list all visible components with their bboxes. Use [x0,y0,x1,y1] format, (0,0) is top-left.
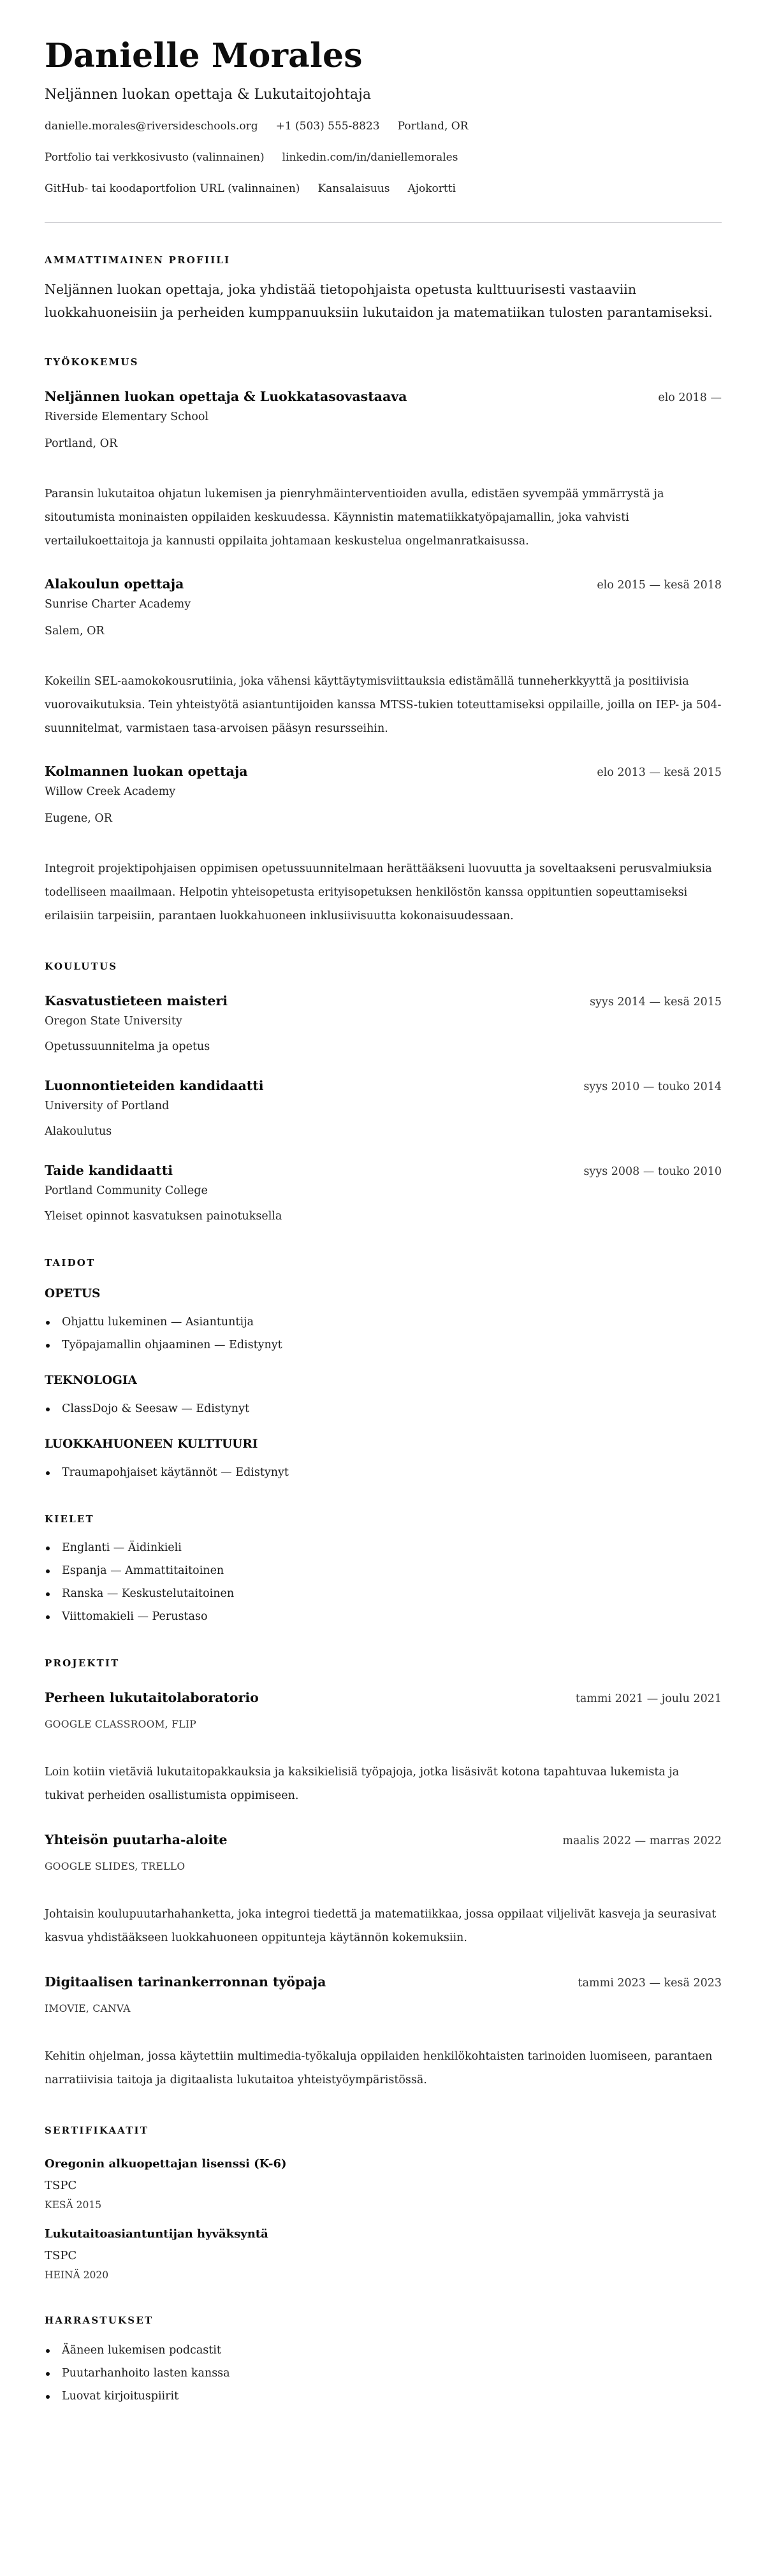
school: Oregon State University [45,1015,182,1028]
bullet-icon [46,1471,50,1475]
school: Portland Community College [45,1184,208,1197]
portfolio-link[interactable]: Portfolio tai verkkosivusto (valinnainen) [45,151,265,164]
certifications-section [45,2124,722,2282]
contact-row-1 [45,119,722,134]
job-description: Kokeilin SEL-aamokokousrutiinia, joka vähensi käyttäytymisviittauksia edistämällä tunneherkkyyttä ja positiivisia vuorovaikutuksia. Tein yhteistyötä asiantuntijoiden kanssa MTSS-tukien toteuttamiseksi oppilaille, joilla on IEP- ja 504-suunnitelmat, varmistaen tasa-arvoisen pääsyn resursseihin. [45,675,722,735]
profile-summary: Neljännen luokan opettaja, joka yhdistää tietopohjaista opetusta kulttuurisesti vastaaviin luokkahuoneisiin ja perheiden kumppanuuksiin lukutaidon ja matematiikan tulosten parantamiseksi. [45,282,713,320]
field-of-study: Yleiset opinnot kasvatuksen painotuksella [45,1210,282,1223]
linkedin-link[interactable]: linkedin.com/in/daniellemorales [282,151,458,164]
bullet-icon [46,1546,50,1550]
languages-section [45,1513,722,1625]
email-link[interactable]: danielle.morales@riversideschools.org [45,120,258,133]
project-description: Loin kotiin vietäviä lukutaitopakkauksia ja kaksikielisiä työpajoja, jotka lisäsivät kotona tapahtuvaa lukemista ja tukivat perheiden osallistumista oppimiseen. [45,1766,680,1802]
skill-item: Traumapohjaiset käytännöt — Edistynyt [45,1464,722,1481]
project-description: Johtaisin koulupuutarhahanketta, joka integroi tiedettä ja matematiikkaa, jossa oppilaat viljelivät kasveja ja seurasivat kasvua yhdistääkseen luokkahuoneen oppitunteja käytännön kokemuksiin. [45,1908,717,1944]
bullet-icon [46,1615,50,1619]
degree: Kasvatustieteen maisteri [45,993,228,1008]
field-of-study: Opetussuunnitelma ja opetus [45,1040,210,1053]
certification-title: Oregonin alkuopettajan lisenssi (K-6) [45,2157,287,2171]
certification-issuer: TSPC [45,2249,77,2262]
skill-list [45,1401,722,1417]
project-tech: GOOGLE SLIDES, TRELLO [45,1861,186,1872]
education-entry [45,992,722,1055]
school: University of Portland [45,1100,170,1112]
projects-section [45,1657,722,2092]
skill-category: OPETUS [45,1287,101,1300]
job-title: Neljännen luokan opettaja & Luokkatasovastaava [45,389,407,404]
citizenship: Kansalaisuus [317,182,390,195]
section-heading: TYÖKOKEMUS [45,356,139,368]
section-heading: HARRASTUKSET [45,2315,154,2326]
experience-section [45,356,722,928]
skill-item: Ohjattu lukeminen — Asiantuntija [45,1314,722,1330]
job-description: Integroit projektipohjaisen oppimisen opetussuunnitelmaan herättääkseni luovuutta ja soveltaakseni perusvalmiuksia todelliseen maailmaan. Helpotin yhteisopetusta erityisopetuksen henkilöstön kanssa oppituntien sopeuttamiseksi erilaisiin tarpeisiin, parantaen luokkahuoneen inklusiivisuutta kokonaisuudessaan. [45,862,712,922]
hobby-item: Puutarhanhoito lasten kanssa [45,2365,722,2382]
certification-date: KESÄ 2015 [45,2199,102,2211]
employer: Riverside Elementary School [45,411,209,423]
hobbies-section [45,2314,722,2405]
project-tech: IMOVIE, CANVA [45,2003,131,2014]
job-location: Portland, OR [45,437,118,450]
project-dates: tammi 2023 — kesä 2023 [578,1977,722,1990]
language-item: Ranska — Keskustelutaitoinen [45,1585,722,1602]
language-item: Viittomakieli — Perustaso [45,1608,722,1625]
bullet-icon [46,1569,50,1573]
hobby-item: Luovat kirjoituspiirit [45,2388,722,2405]
education-dates: syys 2014 — kesä 2015 [590,996,722,1008]
bullet-icon [46,1408,50,1411]
section-heading: KOULUTUS [45,961,118,972]
employer: Willow Creek Academy [45,785,176,798]
job-title: Kolmannen luokan opettaja [45,764,248,779]
language-item: Englanti — Äidinkieli [45,1539,722,1556]
bullet-icon [46,1344,50,1348]
bullet-icon [46,2395,50,2399]
project-entry [45,1689,722,1808]
header-divider [45,222,722,223]
project-title: Yhteisön puutarha-aloite [45,1832,228,1847]
job-location: Salem, OR [45,625,105,637]
job-dates: elo 2013 — kesä 2015 [597,766,722,779]
skill-item: Työpajamallin ohjaaminen — Edistynyt [45,1337,722,1353]
education-entry [45,1161,722,1225]
hobby-list [45,2342,722,2405]
job-description: Paransin lukutaitoa ohjatun lukemisen ja pienryhmäinterventioiden avulla, edistäen syvempää ymmärrystä ja sitoutumista moninaisten oppilaiden keskuudessa. Käynnistin matematiikkatyöpajamallin, joka vahvisti vertailukoettaitoja ja kannusti oppilaita johtamaan keskustelua ongelmanratkaisussa. [45,488,664,548]
project-title: Perheen lukutaitolaboratorio [45,1690,259,1705]
experience-entry [45,762,722,928]
contact-row-3 [45,181,722,196]
experience-entry [45,388,722,553]
section-heading: AMMATTIMAINEN PROFIILI [45,254,231,266]
project-tech: GOOGLE CLASSROOM, FLIP [45,1719,197,1730]
certification-entry [45,2226,722,2282]
bullet-icon [46,1321,50,1325]
profile-section [45,254,722,324]
location: Portland, OR [397,120,469,133]
job-location: Eugene, OR [45,812,112,825]
job-title: Alakoulun opettaja [45,576,184,592]
contact-info [45,119,722,196]
skill-item: ClassDojo & Seesaw — Edistynyt [45,1401,722,1417]
github-link[interactable]: GitHub- tai koodaportfolion URL (valinnainen) [45,182,300,195]
bullet-icon [46,2372,50,2376]
candidate-name: Danielle Morales [45,36,363,75]
education-dates: syys 2010 — touko 2014 [583,1081,722,1093]
hobby-item: Ääneen lukemisen podcastit [45,2342,722,2359]
job-dates: elo 2018 — [658,391,722,404]
skills-section [45,1256,722,1481]
drivers-license: Ajokortti [407,182,456,195]
education-dates: syys 2008 — touko 2010 [583,1165,722,1178]
education-entry [45,1077,722,1140]
contact-row-2 [45,150,722,165]
project-entry [45,1831,722,1950]
field-of-study: Alakoulutus [45,1125,112,1138]
section-heading: PROJEKTIT [45,1657,120,1669]
degree: Taide kandidaatti [45,1163,173,1178]
certification-issuer: TSPC [45,2179,77,2192]
education-section [45,960,722,1225]
certification-title: Lukutaitoasiantuntijan hyväksyntä [45,2227,268,2241]
certification-entry [45,2156,722,2212]
certification-date: HEINÄ 2020 [45,2269,109,2281]
section-heading: SERTIFIKAATIT [45,2125,149,2136]
skill-category: TEKNOLOGIA [45,1374,137,1387]
job-dates: elo 2015 — kesä 2018 [597,579,722,592]
language-item: Espanja — Ammattitaitoinen [45,1562,722,1579]
degree: Luonnontieteiden kandidaatti [45,1078,264,1093]
skill-list [45,1464,722,1481]
language-list [45,1539,722,1625]
project-description: Kehitin ohjelman, jossa käytettiin multimedia-työkaluja oppilaiden henkilökohtaisten tarinoiden luomiseen, parantaen narratiivisia taitoja ja digitaalista lukutaitoa yhteistyöympäristössä. [45,2050,713,2086]
project-dates: tammi 2021 — joulu 2021 [575,1692,722,1705]
section-heading: TAIDOT [45,1257,96,1269]
bullet-icon [46,2349,50,2353]
project-dates: maalis 2022 — marras 2022 [562,1835,722,1847]
experience-entry [45,575,722,741]
candidate-title: Neljännen luokan opettaja & Lukutaitojohtaja [45,87,371,103]
project-entry [45,1973,722,2092]
section-heading: KIELET [45,1513,94,1525]
resume-header [45,37,722,223]
employer: Sunrise Charter Academy [45,598,191,611]
project-title: Digitaalisen tarinankerronnan työpaja [45,1974,326,1990]
skill-category: LUOKKAHUONEEN KULTTUURI [45,1437,258,1451]
skill-list [45,1314,722,1353]
phone-number[interactable]: +1 (503) 555-8823 [275,120,380,133]
bullet-icon [46,1592,50,1596]
